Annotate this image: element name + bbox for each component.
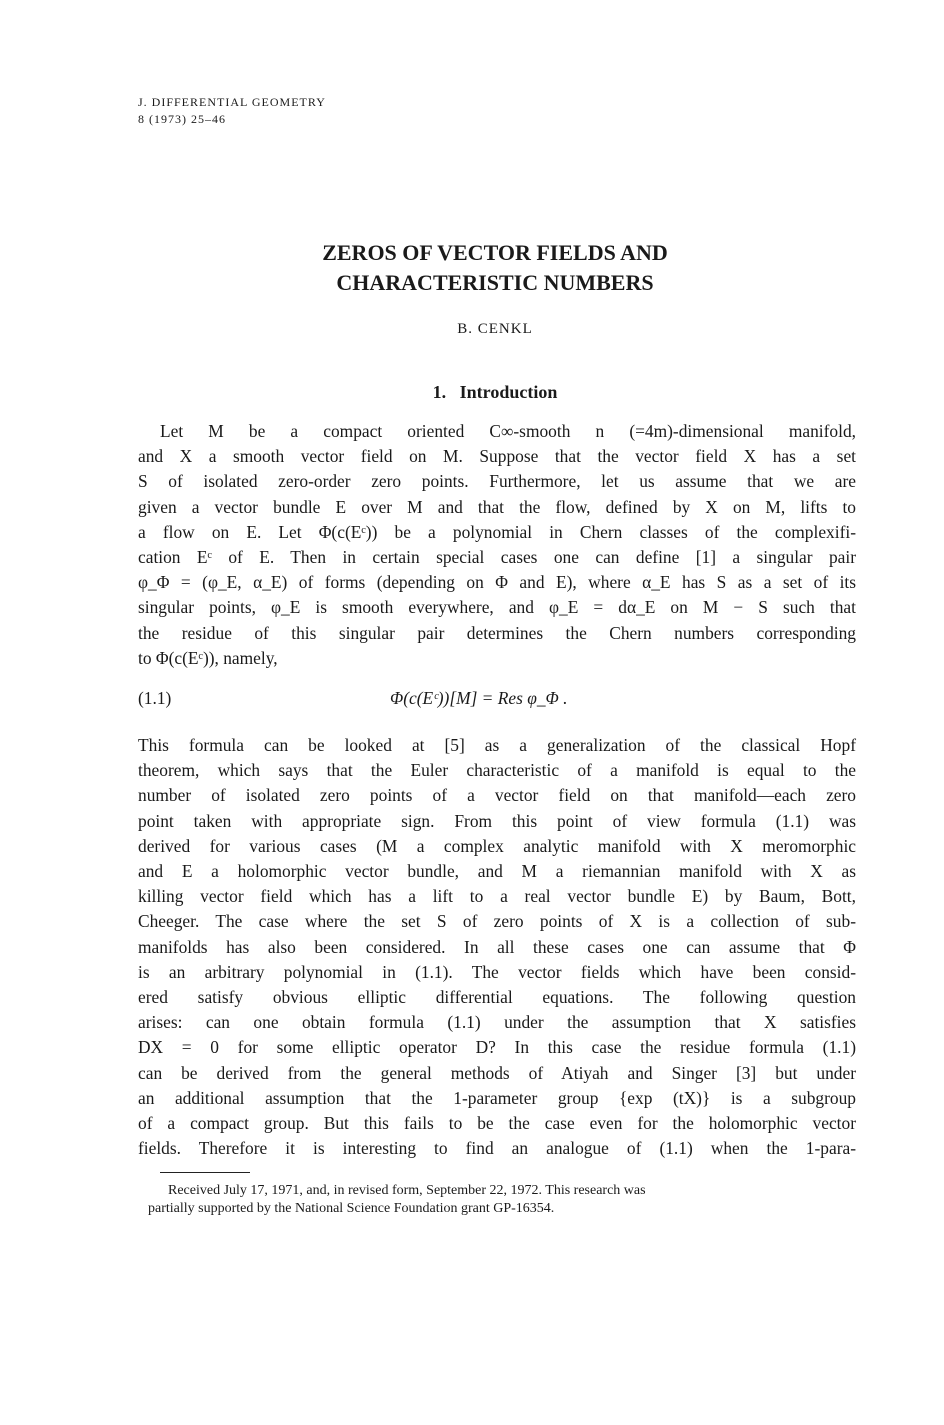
footnote — [148, 1182, 856, 1218]
text-line: and X a smooth vector field on M. Suppose that the vector field X has a set — [138, 446, 856, 467]
text-line: killing vector field which has a lift to a real vector bundle E) by Baum, Bott, — [138, 886, 856, 907]
text-line: derived for various cases (M a complex analytic manifold with X meromorphic — [138, 835, 856, 856]
section-title: Introduction — [459, 382, 558, 402]
journal-header — [138, 94, 326, 128]
equation-number: (1.1) — [138, 688, 172, 708]
text-line: given a vector bundle E over M and that the flow, defined by X on M, lifts to — [138, 496, 856, 517]
section-number: 1. — [432, 382, 447, 402]
text-line: singular points, φ_E is smooth everywhere, and φ_E = dα_E on M − S such that — [138, 597, 856, 618]
footnote-divider — [160, 1172, 250, 1173]
text-line: fields. Therefore it is interesting to find an analogue of (1.1) when the 1-para- — [138, 1138, 856, 1159]
journal-name: J. DIFFERENTIAL GEOMETRY — [138, 95, 326, 109]
paper-title — [0, 238, 944, 298]
text-line: theorem, which says that the Euler characteristic of a manifold is equal to the — [138, 760, 856, 781]
intro-paragraph-1 — [138, 419, 856, 671]
text-line: to Φ(c(Eᶜ)), namely, — [138, 647, 278, 668]
text-line: φ_Φ = (φ_E, α_E) of forms (depending on Φ and E), where α_E has S as a set of its — [138, 572, 856, 593]
text-line: number of isolated zero points of a vector field on that manifold—each zero — [138, 785, 856, 806]
text-line: This formula can be looked at [5] as a generalization of the classical Hopf — [138, 735, 856, 755]
text-line: can be derived from the general methods of Atiyah and Singer [3] but under — [138, 1062, 856, 1083]
text-line: Cheeger. The case where the set S of zero points of X is a collection of sub- — [138, 911, 856, 932]
text-line: the residue of this singular pair determines the Chern numbers corresponding — [138, 622, 856, 643]
section-heading — [0, 382, 944, 403]
text-line: arises: can one obtain formula (1.1) under the assumption that X satisfies — [138, 1012, 856, 1033]
text-line: a flow on E. Let Φ(c(Eᶜ)) be a polynomial in Chern classes of the complexifi- — [138, 521, 856, 542]
text-line: DX = 0 for some elliptic operator D? In this case the residue formula (1.1) — [138, 1037, 856, 1058]
title-line-1: ZEROS OF VECTOR FIELDS AND — [322, 240, 668, 265]
footnote-line: partially supported by the National Science Foundation grant GP-16354. — [148, 1201, 555, 1216]
text-line: is an arbitrary polynomial in (1.1). The vector fields which have been consid- — [138, 961, 856, 982]
author-name: B. CENKL — [457, 321, 533, 337]
text-line: of a compact group. But this fails to be the case even for the holomorphic vector — [138, 1113, 856, 1134]
equation-body: Φ(c(Eᶜ))[M] = Res φ_Φ . — [390, 688, 568, 708]
intro-paragraph-2 — [138, 733, 856, 1161]
text-line: point taken with appropriate sign. From this point of view formula (1.1) was — [138, 810, 856, 831]
text-line: Let M be a compact oriented C∞-smooth n (=4m)-dimensional manifold, — [160, 421, 856, 441]
text-line: S of isolated zero-order zero points. Furthermore, let us assume that we are — [138, 471, 856, 492]
text-line: an additional assumption that the 1-parameter group {exp (tX)} is a subgroup — [138, 1087, 856, 1108]
footnote-line: Received July 17, 1971, and, in revised form, September 22, 1972. This research was — [168, 1183, 646, 1198]
equation-1-1 — [138, 688, 856, 714]
text-line: cation Eᶜ of E. Then in certain special cases one can define [1] a singular pair — [138, 547, 856, 568]
text-line: manifolds has also been considered. In all these cases one can assume that Φ — [138, 936, 856, 957]
text-line: ered satisfy obvious elliptic differential equations. The following question — [138, 987, 856, 1008]
journal-volume: 8 (1973) 25–46 — [138, 112, 226, 126]
title-line-2: CHARACTERISTIC NUMBERS — [336, 270, 654, 295]
text-line: and E a holomorphic vector bundle, and M a riemannian manifold with X as — [138, 861, 856, 882]
